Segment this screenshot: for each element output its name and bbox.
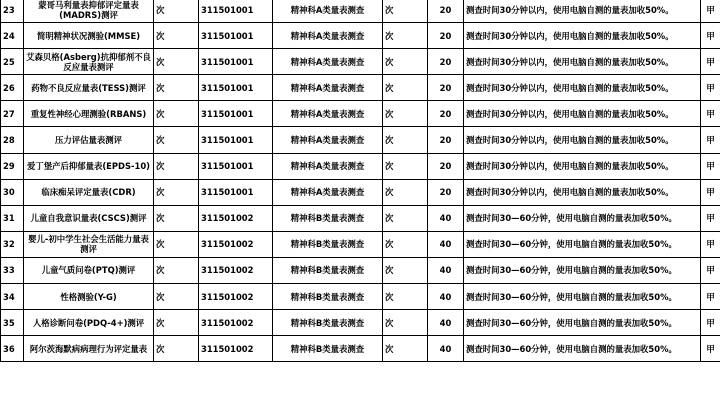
fee-code-cell: 311501002 <box>199 284 273 310</box>
note-cell: 测查时间30分钟以内，使用电脑自测的量表加收50%。 <box>464 0 701 23</box>
row-number-cell: 33 <box>1 257 24 283</box>
item-name-cell: 压力评估量表测评 <box>24 127 154 153</box>
billing-unit-cell: 次 <box>383 101 428 127</box>
fee-category-cell: 精神科B类量表测查 <box>273 284 383 310</box>
price-cell: 20 <box>428 0 464 23</box>
note-cell: 测查时间30—60分钟，使用电脑自测的量表加收50%。 <box>464 336 701 362</box>
fee-category-cell: 精神科A类量表测查 <box>273 75 383 101</box>
billing-unit-cell: 次 <box>383 0 428 23</box>
row-number-cell: 35 <box>1 310 24 336</box>
fee-code-cell: 311501002 <box>199 205 273 231</box>
fee-category-cell: 精神科A类量表测查 <box>273 101 383 127</box>
class-cell: 甲 <box>701 310 720 336</box>
fee-category-cell: 精神科B类量表测查 <box>273 205 383 231</box>
unit-cell: 次 <box>154 336 199 362</box>
row-number-cell: 31 <box>1 205 24 231</box>
class-cell: 甲 <box>701 153 720 179</box>
unit-cell: 次 <box>154 75 199 101</box>
unit-cell: 次 <box>154 179 199 205</box>
item-name-cell: 爱丁堡产后抑郁量表(EPDS-10) <box>24 153 154 179</box>
price-cell: 40 <box>428 205 464 231</box>
class-cell: 甲 <box>701 127 720 153</box>
fee-code-cell: 311501001 <box>199 23 273 49</box>
fee-code-cell: 311501002 <box>199 257 273 283</box>
item-name-cell: 临床痴呆评定量表(CDR) <box>24 179 154 205</box>
note-cell: 测查时间30分钟以内，使用电脑自测的量表加收50%。 <box>464 179 701 205</box>
row-number-cell: 23 <box>1 0 24 23</box>
table-row <box>1 284 720 310</box>
fee-category-cell: 精神科B类量表测查 <box>273 336 383 362</box>
fee-code-cell: 311501001 <box>199 75 273 101</box>
unit-cell: 次 <box>154 257 199 283</box>
row-number-cell: 32 <box>1 231 24 257</box>
price-cell: 20 <box>428 153 464 179</box>
table-row <box>1 231 720 257</box>
note-cell: 测查时间30分钟以内，使用电脑自测的量表加收50%。 <box>464 153 701 179</box>
price-cell: 20 <box>428 23 464 49</box>
price-cell: 20 <box>428 101 464 127</box>
row-number-cell: 29 <box>1 153 24 179</box>
billing-unit-cell: 次 <box>383 127 428 153</box>
fee-category-cell: 精神科A类量表测查 <box>273 0 383 23</box>
billing-unit-cell: 次 <box>383 336 428 362</box>
row-number-cell: 34 <box>1 284 24 310</box>
price-cell: 20 <box>428 127 464 153</box>
unit-cell: 次 <box>154 101 199 127</box>
fee-category-cell: 精神科A类量表测查 <box>273 49 383 75</box>
item-name-cell: 婴儿-初中学生社会生活能力量表测评 <box>24 231 154 257</box>
fee-category-cell: 精神科B类量表测查 <box>273 231 383 257</box>
note-cell: 测查时间30分钟以内，使用电脑自测的量表加收50%。 <box>464 49 701 75</box>
note-cell: 测查时间30分钟以内，使用电脑自测的量表加收50%。 <box>464 23 701 49</box>
row-number-cell: 30 <box>1 179 24 205</box>
row-number-cell: 36 <box>1 336 24 362</box>
table-body <box>1 0 720 362</box>
price-cell: 40 <box>428 310 464 336</box>
note-cell: 测查时间30—60分钟，使用电脑自测的量表加收50%。 <box>464 284 701 310</box>
class-cell: 甲 <box>701 179 720 205</box>
fee-category-cell: 精神科A类量表测查 <box>273 127 383 153</box>
price-cell: 20 <box>428 49 464 75</box>
unit-cell: 次 <box>154 231 199 257</box>
table-row <box>1 179 720 205</box>
fee-code-cell: 311501001 <box>199 153 273 179</box>
table-row <box>1 75 720 101</box>
item-name-cell: 性格测验(Y-G) <box>24 284 154 310</box>
table-row <box>1 310 720 336</box>
unit-cell: 次 <box>154 49 199 75</box>
unit-cell: 次 <box>154 153 199 179</box>
table-row <box>1 127 720 153</box>
fee-category-cell: 精神科A类量表测查 <box>273 153 383 179</box>
table-row <box>1 257 720 283</box>
unit-cell: 次 <box>154 0 199 23</box>
table-row <box>1 49 720 75</box>
class-cell: 甲 <box>701 0 720 23</box>
row-number-cell: 25 <box>1 49 24 75</box>
unit-cell: 次 <box>154 127 199 153</box>
billing-unit-cell: 次 <box>383 179 428 205</box>
class-cell: 甲 <box>701 257 720 283</box>
note-cell: 测查时间30—60分钟，使用电脑自测的量表加收50%。 <box>464 257 701 283</box>
item-name-cell: 儿童自我意识量表(CSCS)测评 <box>24 205 154 231</box>
fee-code-cell: 311501001 <box>199 127 273 153</box>
fee-code-cell: 311501001 <box>199 179 273 205</box>
note-cell: 测查时间30分钟以内，使用电脑自测的量表加收50%。 <box>464 75 701 101</box>
item-name-cell: 人格诊断问卷(PDQ-4+)测评 <box>24 310 154 336</box>
fee-code-cell: 311501001 <box>199 49 273 75</box>
table-row <box>1 101 720 127</box>
note-cell: 测查时间30分钟以内，使用电脑自测的量表加收50%。 <box>464 127 701 153</box>
billing-unit-cell: 次 <box>383 49 428 75</box>
unit-cell: 次 <box>154 284 199 310</box>
item-name-cell: 重复性神经心理测验(RBANS) <box>24 101 154 127</box>
fee-code-cell: 311501001 <box>199 0 273 23</box>
class-cell: 甲 <box>701 23 720 49</box>
note-cell: 测查时间30—60分钟，使用电脑自测的量表加收50%。 <box>464 310 701 336</box>
row-number-cell: 26 <box>1 75 24 101</box>
price-cell: 40 <box>428 284 464 310</box>
price-cell: 40 <box>428 257 464 283</box>
price-cell: 20 <box>428 179 464 205</box>
fee-code-cell: 311501001 <box>199 101 273 127</box>
class-cell: 甲 <box>701 284 720 310</box>
class-cell: 甲 <box>701 75 720 101</box>
fee-category-cell: 精神科B类量表测查 <box>273 257 383 283</box>
row-number-cell: 27 <box>1 101 24 127</box>
item-name-cell: 阿尔茨海默病病理行为评定量表 <box>24 336 154 362</box>
fee-code-cell: 311501002 <box>199 336 273 362</box>
unit-cell: 次 <box>154 23 199 49</box>
price-cell: 40 <box>428 336 464 362</box>
billing-unit-cell: 次 <box>383 257 428 283</box>
item-name-cell: 儿童气质问卷(PTQ)测评 <box>24 257 154 283</box>
table-row <box>1 205 720 231</box>
billing-unit-cell: 次 <box>383 23 428 49</box>
unit-cell: 次 <box>154 205 199 231</box>
billing-unit-cell: 次 <box>383 205 428 231</box>
class-cell: 甲 <box>701 336 720 362</box>
item-name-cell: 蒙哥马利量表抑郁评定量表(MADRS)测评 <box>24 0 154 23</box>
note-cell: 测查时间30—60分钟，使用电脑自测的量表加收50%。 <box>464 231 701 257</box>
billing-unit-cell: 次 <box>383 231 428 257</box>
class-cell: 甲 <box>701 205 720 231</box>
row-number-cell: 24 <box>1 23 24 49</box>
billing-unit-cell: 次 <box>383 75 428 101</box>
billing-unit-cell: 次 <box>383 153 428 179</box>
class-cell: 甲 <box>701 101 720 127</box>
item-name-cell: 简明精神状况测验(MMSE) <box>24 23 154 49</box>
billing-unit-cell: 次 <box>383 284 428 310</box>
unit-cell: 次 <box>154 310 199 336</box>
table-row <box>1 0 720 23</box>
table-row <box>1 336 720 362</box>
row-number-cell: 28 <box>1 127 24 153</box>
class-cell: 甲 <box>701 49 720 75</box>
fee-category-cell: 精神科B类量表测查 <box>273 310 383 336</box>
class-cell: 甲 <box>701 231 720 257</box>
fee-code-cell: 311501002 <box>199 231 273 257</box>
item-name-cell: 药物不良反应量表(TESS)测评 <box>24 75 154 101</box>
price-cell: 40 <box>428 231 464 257</box>
fee-code-cell: 311501002 <box>199 310 273 336</box>
price-cell: 20 <box>428 75 464 101</box>
item-name-cell: 艾森贝格(Asberg)抗抑郁剂不良反应量表测评 <box>24 49 154 75</box>
table-row <box>1 23 720 49</box>
billing-unit-cell: 次 <box>383 310 428 336</box>
note-cell: 测查时间30分钟以内，使用电脑自测的量表加收50%。 <box>464 101 701 127</box>
fee-category-cell: 精神科A类量表测查 <box>273 179 383 205</box>
fee-category-cell: 精神科A类量表测查 <box>273 23 383 49</box>
note-cell: 测查时间30—60分钟，使用电脑自测的量表加收50%。 <box>464 205 701 231</box>
table-row <box>1 153 720 179</box>
